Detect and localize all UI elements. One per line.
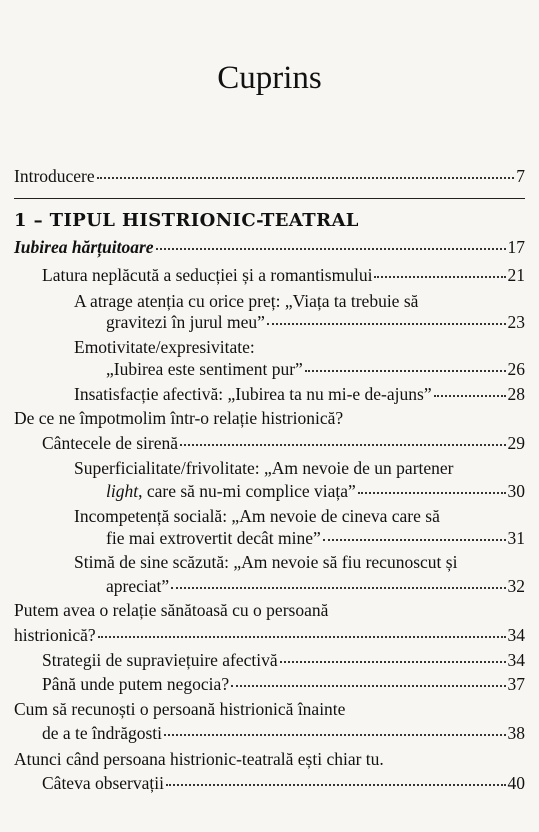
dot-leader (374, 276, 505, 278)
toc-entry-3-line1: Putem avea o relație sănătoasă cu o persoană (14, 600, 329, 620)
entry-page: 37 (507, 674, 525, 694)
toc-entry-2-1-3 (106, 573, 525, 599)
entry-page: 34 (507, 650, 525, 670)
entry-label: gravitezi în jurul meu” (106, 312, 265, 332)
dot-leader (323, 539, 506, 541)
entry-page: 23 (507, 312, 525, 332)
dot-leader (98, 636, 506, 638)
entry-page: 21 (507, 265, 525, 285)
dot-leader (267, 323, 506, 325)
entry-label: apreciat” (106, 576, 170, 596)
toc-entry-2-1-1 (106, 478, 525, 504)
toc-entry-2: De ce ne împotmolim într-o relație histrionică? (14, 408, 344, 428)
entry-label: histrionică? (14, 625, 96, 645)
toc-entry-2-1-1-line1: Superficialitate/frivolitate: „Am nevoie de un partener (74, 458, 454, 478)
toc-entry-1-1 (42, 262, 525, 288)
toc-entry-2-1 (42, 430, 525, 456)
entry-page: 40 (507, 773, 525, 793)
toc-entry-1-1-3 (74, 381, 525, 407)
toc-entry-5 (42, 770, 525, 796)
entry-label: Latura neplăcută a seducției și a romantismului (42, 265, 373, 285)
toc-entry-2-1-2-line1: Incompetență socială: „Am nevoie de cineva care să (74, 506, 440, 526)
entry-page: 31 (507, 528, 525, 548)
entry-page: 26 (507, 359, 525, 379)
entry-label: „Iubirea este sentiment pur” (106, 359, 303, 379)
dot-leader (358, 492, 506, 494)
toc-entry-1-1-2-line1: Emotivitate/expresivitate: (74, 337, 255, 357)
entry-label: Insatisfacție afectivă: „Iubirea ta nu mi-e de-ajuns” (74, 384, 432, 404)
dot-leader (231, 685, 505, 687)
page-title: Cuprins (217, 60, 322, 96)
entry-label (106, 478, 356, 504)
toc-entry-1-1-1 (106, 309, 525, 335)
entry-page: 34 (507, 625, 525, 645)
entry-label-rest: , care să nu-mi complice viața” (138, 481, 356, 501)
toc-entry-3 (14, 622, 525, 648)
toc-entry-1-1-2 (106, 356, 525, 382)
chapter-heading: 1 – TIPUL HISTRIONIC-TEATRAL (14, 210, 359, 231)
entry-page: 32 (507, 576, 525, 596)
dot-leader (166, 784, 506, 786)
entry-page: 38 (507, 723, 525, 743)
dot-leader (180, 444, 505, 446)
dot-leader (305, 370, 506, 372)
entry-label: Câteva observații (42, 773, 164, 793)
entry-label: Iubirea hărțuitoare (14, 237, 154, 257)
dot-leader (164, 734, 505, 736)
dot-leader (156, 248, 506, 250)
toc-entry-2-1-2 (106, 525, 525, 551)
toc-entry-4 (42, 720, 525, 746)
entry-page: 17 (507, 237, 525, 257)
dot-leader (280, 661, 506, 663)
entry-label: Cântecele de sirenă (42, 433, 179, 453)
toc-entry-4-line1: Cum să recunoști o persoană histrionică înainte (14, 699, 346, 719)
toc-entry-3-1 (42, 647, 525, 673)
entry-label: fie mai extrovertit decât mine” (106, 528, 321, 548)
entry-page: 28 (507, 384, 525, 404)
entry-label: Strategii de supraviețuire afectivă (42, 650, 278, 670)
toc-entry-5-line1: Atunci când persoana histrionic-teatrală ești chiar tu. (14, 749, 384, 769)
toc-entry-3-2 (42, 671, 525, 697)
toc-entry-1-1-1-line1: A atrage atenția cu orice preț: „Viața ta trebuie să (74, 291, 419, 311)
entry-page: 7 (516, 166, 525, 186)
entry-label: Până unde putem negocia? (42, 674, 230, 694)
divider (14, 198, 525, 199)
entry-label: Introducere (14, 166, 95, 186)
entry-page: 30 (507, 481, 525, 501)
dot-leader (171, 587, 505, 589)
toc-entry-2-1-3-line1: Stimă de sine scăzută: „Am nevoie să fiu recunoscut și (74, 552, 458, 572)
toc-entry-section-1 (14, 234, 525, 260)
entry-label: de a te îndrăgosti (42, 723, 163, 743)
dot-leader (97, 177, 515, 179)
entry-page: 29 (507, 433, 525, 453)
toc-entry-intro (14, 163, 525, 189)
dot-leader (434, 395, 506, 397)
entry-label-italic: light (106, 481, 139, 501)
